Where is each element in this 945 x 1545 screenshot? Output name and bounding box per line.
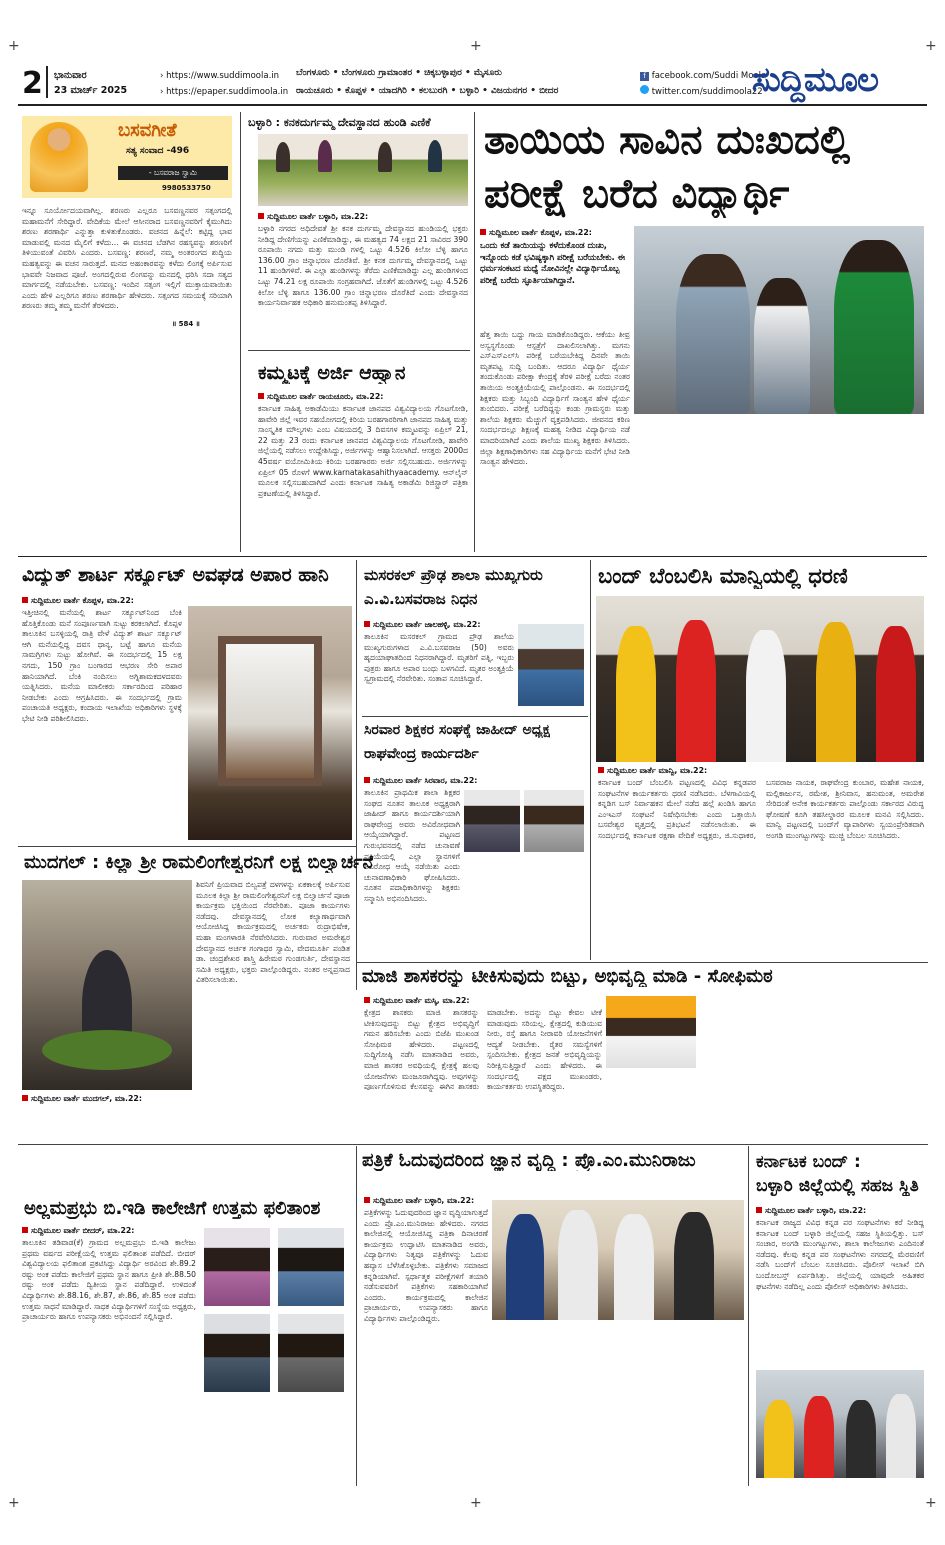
column-divider xyxy=(474,112,475,552)
basava-title: ಬಸವಗೀತೆ xyxy=(118,120,177,141)
kammata-headline: ಕಮ್ಮಟಕ್ಕೆ ಅರ್ಜಿ ಆಹ್ವಾನ xyxy=(258,362,406,384)
sopimath-body-cont xyxy=(700,996,924,1138)
mudgal-photo xyxy=(22,880,192,1090)
ballari-headline-2: ಬಳ್ಳಾರಿ ಜಿಲ್ಲೆಯಲ್ಲಿ ಸಹಜ ಸ್ಥಿತಿ xyxy=(756,1176,919,1196)
jahid-photo xyxy=(464,790,520,852)
teachers-body: ತಾಲೂಕಿನ ಪ್ರಾಥಮಿಕ ಶಾಲಾ ಶಿಕ್ಷಕರ ಸಂಘದ ನೂತನ ತಾಲೂಕ ಅಧ್ಯಕ್ಷರಾಗಿ ಜಾಹೀದ್ ಹಾಗೂ ಕಾರ್ಯದರ್ಶಿಯಾಗಿ ರಾಘವೇಂದ್ರ ಅವರು ಅವಿರೋಧವಾಗಿ ಆಯ್ಕೆಯಾಗಿದ್ದಾರೆ. ಪಟ್ಟಣದ ಗುರುಭವನದಲ್ಲಿ ನಡೆದ ಚುನಾವಣೆ ಪ್ರಕ್ರಿಯೆಯಲ್ಲಿ ಎಲ್ಲಾ ಸ್ಥಾನಗಳಿಗೆ ಅವಿರೋಧ ಆಯ್ಕೆ ನಡೆಯಿತು ಎಂದು ಚುನಾವಣಾಧಿಕಾರಿ ಘೋಷಿಸಿದರು. ನೂತನ ಪದಾಧಿಕಾರಿಗಳನ್ನು ಶಿಕ್ಷಕರು ಸನ್ಮಾನಿಸಿ ಅಭಿನಂದಿಸಿದರು. xyxy=(364,788,460,903)
short-byline: ಸುದ್ದಿಮೂಲ ವಾರ್ತೆ ಕೊಪ್ಪಳ, ಮಾ.22: xyxy=(22,596,134,606)
hundi-photo xyxy=(258,134,468,206)
college-body-cont xyxy=(204,1398,350,1476)
url-list xyxy=(160,68,288,100)
crop-mark: + xyxy=(8,1495,20,1511)
basava-phone: 9980533750 xyxy=(162,184,211,192)
saint-portrait xyxy=(30,122,88,192)
header-rule xyxy=(18,104,927,106)
section-rule xyxy=(18,556,927,557)
reading-body-cont xyxy=(492,1326,744,1476)
column-divider xyxy=(356,1146,357,1486)
bandh-body: ಕರ್ನಾಟಕ ಬಂದ್ ಬೆಂಬಲಿಸಿ ಪಟ್ಟಣದಲ್ಲಿ ವಿವಿಧ ಕನ್ನಡಪರ ಸಂಘಟನೆಗಳ ಕಾರ್ಯಕರ್ತರು ಧರಣಿ ನಡೆಸಿದರು. ಬೆಳಗಾವಿಯಲ್ಲಿ ಕನ್ನಡಿಗ ಬಸ್ ನಿರ್ವಾಹಕನ ಮೇಲೆ ನಡೆದ ಹಲ್ಲೆ ಖಂಡಿಸಿ ಹಾಗೂ ಎಂಇಎಸ್ ಸಂಘಟನೆ ನಿಷೇಧಿಸಬೇಕು ಎಂದು ಒತ್ತಾಯಿಸಿ ಬಸವೇಶ್ವರ ವೃತ್ತದಲ್ಲಿ ಪ್ರತಿಭಟನೆ ನಡೆಸಲಾಯಿತು. ಈ ಸಂದರ್ಭದಲ್ಲಿ ಕರ್ನಾಟಕ ರಕ್ಷಣಾ ವೇದಿಕೆ ಅಧ್ಯಕ್ಷರು, ಜಿ.ಸುಧಾಕರ, ಬಸವರಾಜ ನಾಯಕ, ರಾಘವೇಂದ್ರ ಕುಂಬಾರ, ಮಹೇಶ ನಾಯಕ, ಮಲ್ಲಿಕಾರ್ಜುನ, ರಮೇಶ, ಶ್ರೀನಿವಾಸ, ಹನುಮಂತ, ಅಮರೇಶ ಸೇರಿದಂತೆ ಅನೇಕ ಕಾರ್ಯಕರ್ತರು ಪಾಲ್ಗೊಂಡು ಸರ್ಕಾರದ ವಿರುದ್ಧ ಘೋಷಣೆ ಕೂಗಿ ತಹಸೀಲ್ದಾರರ ಮೂಲಕ ಮನವಿ ಸಲ್ಲಿಸಿದರು. ಮಾನ್ವಿ ಪಟ್ಟಣದಲ್ಲಿ ಬಂದ್‌ಗೆ ವ್ಯಾಪಾರಿಗಳು ಸ್ವಯಂಪ್ರೇರಿತವಾಗಿ ಅಂಗಡಿ ಮುಂಗಟ್ಟುಗಳನ್ನು ಮುಚ್ಚಿ ಬೆಂಬಲ ಸೂಚಿಸಿದರು. xyxy=(598,778,924,840)
basava-banner xyxy=(22,116,232,198)
bandh-headline: ಬಂದ್ ಬೆಂಬಲಿಸಿ ಮಾನ್ವಿಯಲ್ಲಿ ಧರಣಿ xyxy=(598,564,848,588)
crop-mark: + xyxy=(470,38,482,54)
divider xyxy=(46,66,48,98)
social-links xyxy=(640,68,766,100)
crop-mark: + xyxy=(925,1495,937,1511)
short-photo xyxy=(188,606,352,840)
column-divider xyxy=(240,112,241,552)
district-nav-2[interactable]: ರಾಯಚೂರು • ಕೊಪ್ಪಳ • ಯಾದಗಿರಿ • ಕಲಬುರಗಿ • ಬಳ್ಳಾರಿ • ವಿಜಯನಗರ • ಬೀದರ xyxy=(296,86,559,96)
sopimath-headline: ಮಾಜಿ ಶಾಸಕರನ್ನು ಟೀಕಿಸುವುದು ಬಿಟ್ಟು, ಅಭಿವೃದ್ಧಿ ಮಾಡಿ - ಸೋಫಿಮಠ xyxy=(362,966,773,987)
column-divider xyxy=(590,560,591,960)
basava-body: ಇನ್ನೂ ಸೂರ್ಯೋದಯವಾಗಿಲ್ಲ. ಶರಣರು ಎಲ್ಲರೂ ಬಸವಣ್ಣನವರ ಸತ್ಸಂಗದಲ್ಲಿ ಮಹಾಮನೆಗೆ ಸೇರಿದ್ದಾರೆ. ವೇದಿಕೆಯ ಮೇಲೆ ಆಸೀನರಾದ ಬಸವಣ್ಣನವರಿಗೆ ಕೈಮುಗಿದು ಶರಣು ಶರಣಾರ್ಥಿ ಎನ್ನುತ್ತಾ ಕುಳಿತುಕೊಂಡರು. ವಚನದ ಹಿನ್ನೆಲೆ: ಕಟ್ಟಿದ್ದ ಭಾವ ಮಾಡುವಲ್ಲಿ ಮನದ ಮೈಲಿಗೆ ಕಳೆದು... ಈ ವಚನದ ಬೆಡಗಿನ ರಹಸ್ಯವನ್ನು ಶರಣರಿಗೆ ತಿಳಿಯುವಂತೆ ವಿವರಿಸಿ ಎಂದರು. ಬಸವಣ್ಣ: ಶರಣರೆ, ನಮ್ಮ ಅಂತರಂಗದ ಶುದ್ಧಿಯ ಮಹತ್ವವನ್ನು ಈ ವಚನ ಸಾರುತ್ತದೆ. ಮನದ ಅಹಂಕಾರವನ್ನು ಕಳೆದು ಲಿಂಗಕ್ಕೆ ಅರ್ಪಿಸುವ ಭಾವವೇ ನಿಜವಾದ ಪೂಜೆ. ಅಂಗದಲ್ಲಿರುವ ಲಿಂಗವನ್ನು ಮನದಲ್ಲಿ ಧರಿಸಿ ಸದಾ ಸತ್ಯದ ಮಾರ್ಗದಲ್ಲಿ ನಡೆಯಬೇಕು. ಬಸವಣ್ಣ: ಇಂದಿನ ಸತ್ಸಂಗ ಇಲ್ಲಿಗೆ ಮುಕ್ತಾಯವಾಯಿತು ಎಂದು ಹೇಳಿ ಎಲ್ಲರಿಗೂ ಶರಣು ಶರಣಾರ್ಥಿ ಹೇಳಿದರು. ಸತ್ಸಂಗದ ಸಮಯಕ್ಕೆ ಸರಿಯಾಗಿ ಶರಣರು ತಮ್ಮ ತಮ್ಮ ಮನೆಗೆ ತೆರಳಿದರು. xyxy=(22,206,232,311)
website-link[interactable]: › https://www.suddimoola.in xyxy=(160,71,280,81)
divider xyxy=(356,962,928,963)
lead-intro: ಒಂದು ಕಡೆ ತಾಯಿಯನ್ನು ಕಳೆದುಕೊಂಡ ದುಃಖ, ಇನ್ನೊಂದು ಕಡೆ ಭವಿಷ್ಯಕ್ಕಾಗಿ ಪರೀಕ್ಷೆ ಬರೆಯಬೇಕು. ಈ ಧರ್ಮಸಂಕಟದ ಮಧ್ಯೆ ನೋವಿನಲ್ಲೇ ವಿದ್ಯಾರ್ಥಿಯೊಬ್ಬ ಪರೀಕ್ಷೆ ಬರೆದು ಸ್ಫೂರ್ತಿಯಾಗಿದ್ದಾನೆ. xyxy=(480,240,625,285)
kammata-byline: ಸುದ್ದಿಮೂಲ ವಾರ್ತೆ ರಾಯಚೂರು, ಮಾ.22: xyxy=(258,392,383,402)
bandh-photo xyxy=(596,596,924,762)
teachers-headline-1: ಸಿರವಾರ ಶಿಕ್ಷಕರ ಸಂಘಕ್ಕೆ ಜಾಹೀದ್ ಅಧ್ಯಕ್ಷ xyxy=(364,722,551,738)
raghavendra-photo xyxy=(524,790,584,852)
crop-mark: + xyxy=(8,38,20,54)
obit-photo xyxy=(518,624,584,706)
sopimath-body: ಕ್ಷೇತ್ರದ ಶಾಸಕರು ಮಾಜಿ ಶಾಸಕರನ್ನು ಟೀಕಿಸುವುದನ್ನು ಬಿಟ್ಟು ಕ್ಷೇತ್ರದ ಅಭಿವೃದ್ಧಿಗೆ ಗಮನ ಹರಿಸಬೇಕು ಎಂದು ಬಿಜೆಪಿ ಮುಖಂಡ ಸೋಫಿಮಠ ಹೇಳಿದರು. ಪಟ್ಟಣದಲ್ಲಿ ಸುದ್ದಿಗೋಷ್ಠಿ ನಡೆಸಿ ಮಾತನಾಡಿದ ಅವರು, ಮಾಜಿ ಶಾಸಕರ ಅವಧಿಯಲ್ಲಿ ಕ್ಷೇತ್ರಕ್ಕೆ ಹಲವು ಯೋಜನೆಗಳು ಮಂಜೂರಾಗಿದ್ದವು. ಅವುಗಳನ್ನು ಪೂರ್ಣಗೊಳಿಸುವ ಕೆಲಸವನ್ನು ಈಗಿನ ಶಾಸಕರು ಮಾಡಬೇಕು. ಅದನ್ನು ಬಿಟ್ಟು ಕೇವಲ ಟೀಕೆ ಮಾಡುವುದು ಸರಿಯಲ್ಲ. ಕ್ಷೇತ್ರದಲ್ಲಿ ಕುಡಿಯುವ ನೀರು, ರಸ್ತೆ ಹಾಗೂ ನೀರಾವರಿ ಯೋಜನೆಗಳಿಗೆ ಆದ್ಯತೆ ನೀಡಬೇಕು. ರೈತರ ಸಮಸ್ಯೆಗಳಿಗೆ ಸ್ಪಂದಿಸಬೇಕು. ಕ್ಷೇತ್ರದ ಜನತೆ ಅಭಿವೃದ್ಧಿಯನ್ನು ನಿರೀಕ್ಷಿಸುತ್ತಿದ್ದಾರೆ ಎಂದು ಹೇಳಿದರು. ಈ ಸಂದರ್ಭದಲ್ಲಿ ಪಕ್ಷದ ಮುಖಂಡರು, ಕಾರ್ಯಕರ್ತರು ಉಪಸ್ಥಿತರಿದ್ದರು. xyxy=(364,1008,602,1092)
student-photo-3 xyxy=(204,1314,270,1392)
reading-byline: ಸುದ್ದಿಮೂಲ ವಾರ್ತೆ ಬಳ್ಳಾರಿ, ಮಾ.22: xyxy=(364,1196,474,1206)
column-divider xyxy=(748,1146,749,1486)
lead-headline-2: ಪರೀಕ್ಷೆ ಬರೆದ ವಿದ್ಯಾರ್ಥಿ xyxy=(484,171,790,217)
divider xyxy=(248,350,470,351)
obit-body: ತಾಲೂಕಿನ ಮಸರಕಲ್ ಗ್ರಾಮದ ಪ್ರೌಢ ಶಾಲೆಯ ಮುಖ್ಯಗುರುಗಳಾದ ಎ.ವಿ.ಬಸವರಾಜ (50) ಅವರು ಹೃದಯಾಘಾತದಿಂದ ನಿಧನರಾಗಿದ್ದಾರೆ. ಮೃತರಿಗೆ ಪತ್ನಿ, ಇಬ್ಬರು ಪುತ್ರರು ಹಾಗೂ ಅಪಾರ ಬಂಧು ಬಳಗವಿದೆ. ಮೃತರ ಅಂತ್ಯಕ್ರಿಯೆ ಸ್ವಗ್ರಾಮದಲ್ಲಿ ನೆರವೇರಿತು. ಸಂತಾಪ ಸೂಚಿಸಿದ್ದಾರೆ. xyxy=(364,632,514,684)
student-photo-4 xyxy=(278,1314,344,1392)
ballari-photo xyxy=(756,1370,924,1478)
hundi-body: ಬಳ್ಳಾರಿ ನಗರದ ಅಧಿದೇವತೆ ಶ್ರೀ ಕನಕ ದುರ್ಗಮ್ಮ ದೇವಸ್ಥಾನದ ಹುಂಡಿಯಲ್ಲಿ ಭಕ್ತರು ನೀಡಿದ್ದ ದೇಣಿಗೆಯನ್ನು ಎಣಿಕೆಮಾಡಿದ್ದು, ಈ ಮಹತ್ವದ 74 ಲಕ್ಷದ 21 ಸಾವಿರದ 390 ರೂಪಾಯಿ ನಗದು ಮತ್ತು ಮುಂಡಿ ಗಳಲ್ಲಿ ಒಟ್ಟು 4.526 ಕಿಲೋ ಬೆಳ್ಳಿ ಹಾಗೂ 136.00 ಗ್ರಾಂ ಚಿನ್ನಾಭರಣ ದೊರೆತಿವೆ. ಶ್ರೀ ಕನಕ ದುರ್ಗಮ್ಮ ದೇವಸ್ಥಾನದಲ್ಲಿ ಒಟ್ಟು 11 ಹುಂಡಿಗಳಿವೆ. ಈ ಎಲ್ಲಾ ಹುಂಡಿಗಳನ್ನು ತೆರೆದು ಎಣಿಕೆಮಾಡಿದ್ದು ಎಲ್ಲ ಹುಂಡಿಗಳಿಂದ ಒಟ್ಟು 74.21 ಲಕ್ಷ ರೂಪಾಯಿ ಸಂಗ್ರಹವಾಗಿದೆ. ಜೊತೆಗೆ ಹುಂಡಿಗಳಲ್ಲಿ ಒಟ್ಟು 4.526 ಕಿಲೋ ಬೆಳ್ಳಿ ಹಾಗೂ 136.00 ಗ್ರಾಂ ಚಿನ್ನಾಭರಣ ದೊರೆತಿದೆ ಎಂದು ದೇವಸ್ಥಾನದ ಕಾರ್ಯನಿರ್ವಾಹಕ ಅಧಿಕಾರಿ ಹನುಮಂತಪ್ಪ ತಿಳಿಸಿದ್ದಾರೆ. xyxy=(258,224,468,308)
facebook-link[interactable]: f facebook.com/Suddi Moola xyxy=(640,68,766,84)
date-box xyxy=(54,68,127,98)
epaper-link[interactable]: › https://epaper.suddimoola.in xyxy=(160,87,289,97)
student-photo-2 xyxy=(278,1228,344,1306)
lead-body: ಹೆತ್ತ ತಾಯಿ ಬದ್ದು ಗಾಯ ಮಾಡಿಕೊಂಡಿದ್ದರು. ಆಕೆಯು ತೀವ್ರ ಅಸ್ವಸ್ಥಗೊಂಡು ಆಸ್ಪತ್ರೆಗೆ ದಾಖಲಿಸಲಾಗಿತ್ತು. ಮಗನು ಎಸ್ಎಸ್ಎಲ್‌ಸಿ ಪರೀಕ್ಷೆ ಬರೆಯಬೇಕಿದ್ದ ದಿನವೇ ತಾಯಿ ಮೃತಪಟ್ಟ ಸುದ್ದಿ ಬಂದಿತು. ಆದರೂ ವಿದ್ಯಾರ್ಥಿ ಧೈರ್ಯ ತಂದುಕೊಂಡು ಪರೀಕ್ಷಾ ಕೇಂದ್ರಕ್ಕೆ ತೆರಳಿ ಪರೀಕ್ಷೆ ಬರೆದು ನಂತರ ತಾಯಿಯ ಅಂತ್ಯಕ್ರಿಯೆಯಲ್ಲಿ ಪಾಲ್ಗೊಂಡನು. ಈ ಸಂದರ್ಭದಲ್ಲಿ ಶಿಕ್ಷಕರು ಮತ್ತು ಸಿಬ್ಬಂದಿ ವಿದ್ಯಾರ್ಥಿಗೆ ಸಾಂತ್ವನ ಹೇಳಿ ಧೈರ್ಯ ತುಂಬಿದರು. ಪರೀಕ್ಷೆ ಬರೆದಿದ್ದನ್ನು ಕಂಡು ಗ್ರಾಮಸ್ಥರು ಮತ್ತು ಶಾಲೆಯ ಶಿಕ್ಷಕರು ಮೆಚ್ಚುಗೆ ವ್ಯಕ್ತಪಡಿಸಿದರು. ಜೀವನದ ಕಠಿಣ ಸಂದರ್ಭದಲ್ಲೂ ಶಿಕ್ಷಣಕ್ಕೆ ಮಹತ್ವ ನೀಡಿದ ವಿದ್ಯಾರ್ಥಿಯ ನಡೆ ಮಾದರಿಯಾಗಿದೆ ಎಂದು ಶಾಲೆಯ ಮುಖ್ಯ ಶಿಕ್ಷಕರು ತಿಳಿಸಿದರು. ಜಿಲ್ಲಾ ಶಿಕ್ಷಣಾಧಿಕಾರಿಗಳು ಸಹ ವಿದ್ಯಾರ್ಥಿಯ ಮನೆಗೆ ಭೇಟಿ ನೀಡಿ ಸಾಂತ್ವನ ಹೇಳಿದರು. xyxy=(480,330,630,467)
column-divider xyxy=(356,560,357,990)
short-body: ಇತ್ತೀಚಿನಲ್ಲಿ ಮನೆಯಲ್ಲಿ ಶಾರ್ಟ ಸರ್ಕ್ಯೂಟ್‌ನಿಂದ ಬೆಂಕಿ ಹೊತ್ತಿಕೊಂಡು ಮನೆ ಸಂಪೂರ್ಣವಾಗಿ ಸುಟ್ಟು ಕರಕಲಾಗಿದೆ. ಕೊಪ್ಪಳ ತಾಲೂಕಿನ ಬಸಳ್ಳಿಯಲ್ಲಿ ರಾತ್ರಿ ವೇಳೆ ವಿದ್ಯುತ್ ಶಾರ್ಟ ಸರ್ಕ್ಯೂಟ್ ಆಗಿ ಮನೆಯಲ್ಲಿದ್ದ ದವಸ ಧಾನ್ಯ, ಬಟ್ಟೆ ಹಾಗೂ ಮನೆಯ ಸಾಮಗ್ರಿಗಳು ಸುಟ್ಟು ಹೋಗಿವೆ. ಈ ಸಂದರ್ಭದಲ್ಲಿ 15 ಲಕ್ಷ ನಗದು, 150 ಗ್ರಾಂ ಬಂಗಾರದ ಆಭರಣ ಸೇರಿ ಅಪಾರ ಹಾನಿಯಾಗಿದೆ. ಬೆಂಕಿ ನಂದಿಸಲು ಅಗ್ನಿಶಾಮಕದಳದವರು ಯತ್ನಿಸಿದರು. ಮನೆಯ ಮಾಲೀಕರು ಸರ್ಕಾರದಿಂದ ಪರಿಹಾರ ನೀಡಬೇಕು ಎಂದು ಆಗ್ರಹಿಸಿದರು. ಈ ಸಂದರ್ಭದಲ್ಲಿ ಗ್ರಾಮ ಪಂಚಾಯತಿ ಅಧ್ಯಕ್ಷರು, ಕಂದಾಯ ಇಲಾಖೆಯ ಅಧಿಕಾರಿಗಳು ಸ್ಥಳಕ್ಕೆ ಭೇಟಿ ನೀಡಿ ಪರಿಶೀಲಿಸಿದರು. xyxy=(22,608,182,723)
lead-headline-1: ತಾಯಿಯ ಸಾವಿನ ದುಃಖದಲ್ಲಿ xyxy=(484,117,851,163)
masthead-logo: ಸುದ್ದಿಮೂಲ xyxy=(752,60,878,100)
mudgal-headline: ಮುದಗಲ್ : ಕಿಲ್ಲಾ ಶ್ರೀ ರಾಮಲಿಂಗೇಶ್ವರನಿಗೆ ಲಕ್ಷ ಬಿಲ್ವಾರ್ಚನೆ xyxy=(24,852,374,873)
student-photo-1 xyxy=(204,1228,270,1306)
facebook-icon: f xyxy=(640,72,649,81)
day: ಭಾನುವಾರ xyxy=(54,70,87,81)
reading-headline: ಪತ್ರಿಕೆ ಓದುವುದರಿಂದ ಜ್ಞಾನ ವೃದ್ಧಿ : ಪ್ರೊ.ಎಂ.ಮುನಿರಾಜು xyxy=(362,1150,696,1171)
ballari-byline: ಸುದ್ದಿಮೂಲ ವಾರ್ತೆ ಬಳ್ಳಾರಿ, ಮಾ.22: xyxy=(756,1206,866,1216)
kammata-body: ಕರ್ನಾಟಕ ಸಾಹಿತ್ಯ ಅಕಾಡೆಮಿಯು ಕರ್ನಾಟಕ ಜಾನಪದ ವಿಶ್ವವಿದ್ಯಾಲಯ ಗೊಟಗೋಡಿ, ಹಾವೇರಿ ಜಿಲ್ಲೆ ಇವರ ಸಹಯೋಗದಲ್ಲಿ ಕಿರಿಯ ಬರಹಗಾರರಿಗಾಗಿ ಜಾನಪದ ಸಾಹಿತ್ಯ ಮತ್ತು ಸಾಂಸ್ಕೃತಿಕ ಮೌಲ್ಯಗಳು ಎಂಬ ವಿಷಯದಲ್ಲಿ 3 ದಿವಸಗಳ ಕಮ್ಮಟವನ್ನು ಏಪ್ರಿಲ್ 21, 22 ಮತ್ತು 23 ರಂದು ಕರ್ನಾಟಕ ಜಾನಪದ ವಿಶ್ವವಿದ್ಯಾಲಯ ಗೊಟಗೋಡಿ, ಹಾವೇರಿ ಜಿಲ್ಲೆಯಲ್ಲಿ ನಡೆಸಲು ಉದ್ದೇಶಿಸಿದ್ದು, ಅರ್ಜಿಗಳನ್ನು ಆಹ್ವಾನಿಸಲಾಗಿದೆ. ಆಸಕ್ತರು 2000ದ 45ವರ್ಷ ವಯೋಮಿತಿಯ ಕಿರಿಯ ಬರಹಗಾರರು ಅರ್ಜಿ ಸಲ್ಲಿಸಬಹುದು. ಅರ್ಜಿಗಳನ್ನು ಏಪ್ರಿಲ್ 05 ರೊಳಗೆ www.karnatakasahithyaacademy. ಆನ್‌ಲೈನ್ ಮೂಲಕ ಸಲ್ಲಿಸಬಹುದಾಗಿದೆ ಎಂದು ಕರ್ನಾಟಕ ಸಾಹಿತ್ಯ ಅಕಾಡೆಮಿ ರಿಜಿಸ್ಟ್ರಾರ್ ಪತ್ರಿಕಾ ಪ್ರಕಟಣೆಯಲ್ಲಿ ತಿಳಿಸಿದ್ದಾರೆ. xyxy=(258,404,468,498)
obit-byline: ಸುದ್ದಿಮೂಲ ವಾರ್ತೆ ಜಾಲಹಳ್ಳಿ, ಮಾ.22: xyxy=(364,620,480,630)
twitter-icon xyxy=(640,85,649,94)
divider xyxy=(18,846,356,847)
hundi-byline: ಸುದ್ದಿಮೂಲ ವಾರ್ತೆ ಬಳ್ಳಾರಿ, ಮಾ.22: xyxy=(258,212,368,222)
ballari-body: ಕರ್ನಾಟಕ ರಾಜ್ಯದ ವಿವಿಧ ಕನ್ನಡ ಪರ ಸಂಘಟನೆಗಳು ಕರೆ ನೀಡಿದ್ದ ಕರ್ನಾಟಕ ಬಂದ್ ಬಳ್ಳಾರಿ ಜಿಲ್ಲೆಯಲ್ಲಿ ಸಹಜ ಸ್ಥಿತಿಯಲ್ಲಿತ್ತು. ಬಸ್ ಸಂಚಾರ, ಅಂಗಡಿ ಮುಂಗಟ್ಟುಗಳು, ಶಾಲಾ ಕಾಲೇಜುಗಳು ಎಂದಿನಂತೆ ನಡೆದವು. ಕೆಲವು ಕನ್ನಡ ಪರ ಸಂಘಟನೆಗಳು ನಗರದಲ್ಲಿ ಮೆರವಣಿಗೆ ನಡೆಸಿ ಬಂದ್‌ಗೆ ಬೆಂಬಲ ಸೂಚಿಸಿದರು. ಪೊಲೀಸ್ ಇಲಾಖೆ ಬಿಗಿ ಬಂದೋಬಸ್ತ್ ಏರ್ಪಡಿಸಿತ್ತು. ಜಿಲ್ಲೆಯಲ್ಲಿ ಯಾವುದೇ ಅಹಿತಕರ ಘಟನೆಗಳು ನಡೆದಿಲ್ಲ ಎಂದು ಪೊಲೀಸ್ ಅಧಿಕಾರಿಗಳು ತಿಳಿಸಿದರು. xyxy=(756,1218,924,1291)
district-nav-1[interactable]: ಬೆಂಗಳೂರು • ಬೆಂಗಳೂರು ಗ್ರಾಮಾಂತರ • ಚಿಕ್ಕಬಳ್ಳಾಪುರ • ಮೈಸೂರು xyxy=(296,68,502,78)
college-byline: ಸುದ್ದಿಮೂಲ ವಾರ್ತೆ ಬೀದರ್, ಮಾ.22: xyxy=(22,1226,134,1236)
mudgal-body: ಶಿವನಿಗೆ ಪ್ರಿಯವಾದ ಬಿಲ್ವಪತ್ರೆ ದಳಗಳನ್ನು ಏಕಕಾಲಕ್ಕೆ ಅರ್ಪಿಸುವ ಮೂಲಕ ಕಿಲ್ಲಾ ಶ್ರೀ ರಾಮಲಿಂಗೇಶ್ವರನಿಗೆ ಲಕ್ಷ ಬಿಲ್ವಾರ್ಚನೆ ಪೂಜಾ ಕಾರ್ಯಕ್ರಮ ಭಕ್ತಿಯಿಂದ ನೆರವೇರಿತು. ಪೂಜಾ ಕಾರ್ಯಗಳು ನಡೆದವು. ದೇವಸ್ಥಾನದಲ್ಲಿ ಲೋಕ ಕಲ್ಯಾಣಾರ್ಥವಾಗಿ ಆಯೋಜಿಸಿದ್ದ ಕಾರ್ಯಕ್ರಮದಲ್ಲಿ ಅರ್ಚಕರು ರುದ್ರಾಭಿಷೇಕ, ಮಹಾ ಮಂಗಳಾರತಿ ನೆರವೇರಿಸಿದರು. ಗುರುವಾರ ಅಮರೇಶ್ವರ ದೇವಸ್ಥಾನದ ಅರ್ಚಕ ಗಂಗಾಧರ ಸ್ವಾಮಿ, ವೇದಮೂರ್ತಿ ಪಂಡಿತ ಡಾ. ಚಂದ್ರಶೇಖರ ಶಾಸ್ತ್ರಿ ಹಿರೇಮಠ ಗುಂಡಗುರ್ತಿ, ದೇವಸ್ಥಾನದ ಸಮಿತಿ ಅಧ್ಯಕ್ಷರು, ಭಕ್ತರು ಪಾಲ್ಗೊಂಡಿದ್ದರು. ನಂತರ ಅನ್ನಪ್ರಸಾದ ವಿತರಿಸಲಾಯಿತು. xyxy=(196,880,350,985)
lead-photo xyxy=(634,226,924,414)
crop-mark: + xyxy=(470,1495,482,1511)
basava-author: - ಬಸವರಾಜ ಸ್ವಾಮಿ xyxy=(118,166,228,180)
teachers-byline: ಸುದ್ದಿಮೂಲ ವಾರ್ತೆ ಸಿರವಾರ, ಮಾ.22: xyxy=(364,776,477,786)
obit-headline-2: ಎ.ವಿ.ಬಸವರಾಜ ನಿಧನ xyxy=(364,590,478,608)
divider xyxy=(362,716,588,717)
reading-photo xyxy=(492,1200,744,1320)
date: 23 ಮಾರ್ಚ್ 2025 xyxy=(54,85,128,96)
basava-subtitle: ಸತ್ಯ ಸಂವಾದ -496 xyxy=(126,146,190,156)
bandh-byline: ಸುದ್ದಿಮೂಲ ವಾರ್ತೆ ಮಾನ್ವಿ, ಮಾ.22: xyxy=(598,766,707,776)
page-number: 2 xyxy=(22,66,43,101)
short-headline: ವಿದ್ಯುತ್ ಶಾರ್ಟ ಸರ್ಕ್ಯೂಟ್ ಅವಘಡ ಅಪಾರ ಹಾನಿ xyxy=(22,564,329,586)
obit-headline-1: ಮಸರಕಲ್ ಪ್ರೌಢ ಶಾಲಾ ಮುಖ್ಯಗುರು xyxy=(364,566,543,584)
teachers-headline-2: ರಾಘವೇಂದ್ರ ಕಾರ್ಯದರ್ಶಿ xyxy=(364,746,479,762)
reading-body: ಪತ್ರಿಕೆಗಳನ್ನು ಓದುವುದರಿಂದ ಜ್ಞಾನ ವೃದ್ಧಿಯಾಗುತ್ತದೆ ಎಂದು ಪ್ರೊ.ಎಂ.ಮುನಿರಾಜು ಹೇಳಿದರು. ನಗರದ ಕಾಲೇಜಿನಲ್ಲಿ ಆಯೋಜಿಸಿದ್ದ ಪತ್ರಿಕಾ ದಿನಾಚರಣೆ ಕಾರ್ಯಕ್ರಮ ಉದ್ಘಾಟಿಸಿ ಮಾತನಾಡಿದ ಅವರು, ವಿದ್ಯಾರ್ಥಿಗಳು ನಿತ್ಯವೂ ಪತ್ರಿಕೆಗಳನ್ನು ಓದುವ ಹವ್ಯಾಸ ಬೆಳೆಸಿಕೊಳ್ಳಬೇಕು. ಪತ್ರಿಕೆಗಳು ಸಮಾಜದ ಕನ್ನಡಿಯಾಗಿವೆ. ಸ್ಪರ್ಧಾತ್ಮಕ ಪರೀಕ್ಷೆಗಳಿಗೆ ತಯಾರಿ ನಡೆಸುವವರಿಗೆ ಪತ್ರಿಕೆಗಳು ಸಹಕಾರಿಯಾಗಿವೆ ಎಂದರು. ಕಾರ್ಯಕ್ರಮದಲ್ಲಿ ಕಾಲೇಜಿನ ಪ್ರಾಚಾರ್ಯರು, ಉಪನ್ಯಾಸಕರು ಹಾಗೂ ವಿದ್ಯಾರ್ಥಿಗಳು ಪಾಲ್ಗೊಂಡಿದ್ದರು. xyxy=(364,1208,488,1323)
divider xyxy=(18,1144,928,1145)
basava-column xyxy=(22,116,232,544)
sopimath-byline: ಸುದ್ದಿಮೂಲ ವಾರ್ತೆ ಮಸ್ಕಿ, ಮಾ.22: xyxy=(364,996,470,1006)
college-headline: ಅಲ್ಲಮಪ್ರಭು ಬಿ.ಇಡಿ ಕಾಲೇಜಿಗೆ ಉತ್ತಮ ಫಲಿತಾಂಶ xyxy=(24,1198,321,1219)
lead-byline: ಸುದ್ದಿಮೂಲ ವಾರ್ತೆ ಕೊಪ್ಪಳ, ಮಾ.22: xyxy=(480,228,592,238)
mudgal-byline: ಸುದ್ದಿಮೂಲ ವಾರ್ತೆ ಮುದಗಲ್, ಮಾ.22: xyxy=(22,1094,142,1104)
hundi-headline: ಬಳ್ಳಾರಿ : ಕನಕದುರ್ಗಮ್ಮ ದೇವಸ್ಥಾನದ ಹುಂಡಿ ಎಣಿಕೆ xyxy=(248,116,431,129)
twitter-link[interactable]: twitter.com/suddimoola22 xyxy=(640,84,766,100)
verse-ref: ॥ 584 ॥ xyxy=(172,320,200,328)
college-body: ತಾಲೂಕಿನ ತಡಿವಾಡ(ಕೆ) ಗ್ರಾಮದ ಅಲ್ಲಮಪ್ರಭು ಬಿ.ಇಡಿ ಕಾಲೇಜು ಪ್ರಥಮ ವರ್ಷದ ಪರೀಕ್ಷೆಯಲ್ಲಿ ಉತ್ತಮ ಫಲಿತಾಂಶ ಪಡೆದಿದೆ. ಬೀದರ್ ವಿಶ್ವವಿದ್ಯಾಲಯ ಫಲಿತಾಂಶ ಪ್ರಕಟಿಸಿದ್ದು ವಿದ್ಯಾರ್ಥಿ ಅರವಿಂದ ಶೇ.89.2 ರಷ್ಟು ಅಂಕ ಪಡೆದು ಕಾಲೇಜಿಗೆ ಪ್ರಥಮ ಸ್ಥಾನ ಹಾಗೂ ಪ್ರೀತಿ ಶೇ.88.50 ರಷ್ಟು ಅಂಕ ಪಡೆದು ದ್ವಿತೀಯ ಸ್ಥಾನ ಪಡೆದಿದ್ದಾರೆ. ಉಳಿದಂತೆ ವಿದ್ಯಾರ್ಥಿಗಳು ಶೇ.88.16, ಶೇ.87, ಶೇ.86, ಶೇ.85 ಅಂಕ ಪಡೆದು ಉತ್ತಮ ಸಾಧನೆ ಮಾಡಿದ್ದಾರೆ. ಸಾಧಕ ವಿದ್ಯಾರ್ಥಿಗಳಿಗೆ ಸಂಸ್ಥೆಯ ಅಧ್ಯಕ್ಷರು, ಪ್ರಾಚಾರ್ಯರು ಹಾಗೂ ಉಪನ್ಯಾಸಕರು ಅಭಿನಂದನೆ ಸಲ್ಲಿಸಿದ್ದಾರೆ. xyxy=(22,1238,196,1322)
sopimath-photo xyxy=(606,996,696,1068)
crop-mark: + xyxy=(925,38,937,54)
ballari-headline-1: ಕರ್ನಾಟಕ ಬಂದ್ : xyxy=(756,1152,861,1172)
